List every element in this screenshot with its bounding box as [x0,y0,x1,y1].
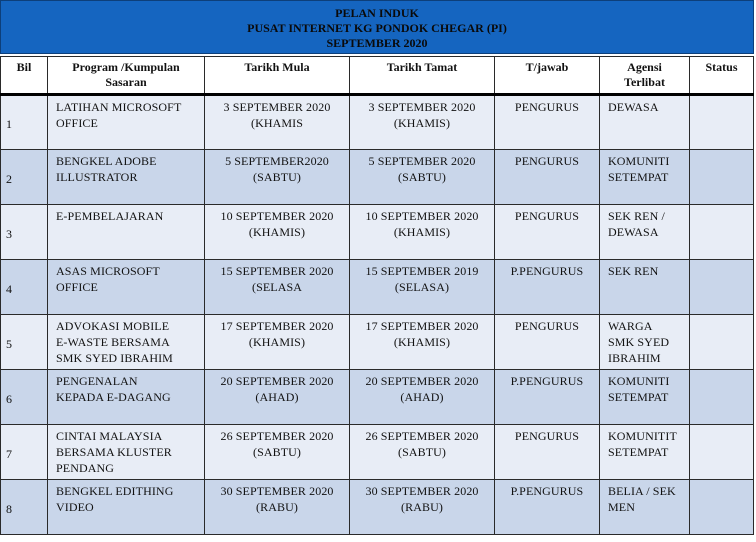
row-agensi-cell [600,315,690,370]
tarikh-mula-line: 26 SEPTEMBER 2020 [220,429,334,443]
row-tarikh-mula-cell [205,480,350,535]
tarikh-mula-line: 15 SEPTEMBER 2020 [220,264,334,278]
tarikh-tamat-line: (SABTU) [397,445,447,459]
row-status-cell [690,205,754,260]
tarikh-mula-line: (KHAMIS [250,116,304,130]
row-tarikh-mula-cell [205,150,350,205]
agensi-text-line: MEN [608,500,635,514]
header-tjawab: T/jawab [495,57,600,95]
tarikh-tamat-line: 20 SEPTEMBER 2020 [365,374,479,388]
tarikh-mula-line: 20 SEPTEMBER 2020 [220,374,334,388]
row-tarikh-tamat-cell [350,260,495,315]
table-row [1,480,754,535]
table-row [1,425,754,480]
row-agensi-cell [600,260,690,315]
title-line-1: PELAN INDUK [335,6,419,20]
tarikh-tamat-line: (KHAMIS) [393,116,451,130]
row-agensi-cell [600,150,690,205]
agensi-text-line: WARGA [608,319,653,333]
agensi-text-line: KOMUNITIT [608,429,677,443]
program-text-line: ASAS MICROSOFT [56,264,160,278]
tarikh-mula-line: (AHAD) [255,390,299,404]
row-tjawab-cell: PENGURUS [495,205,600,260]
tarikh-tamat-line: 3 SEPTEMBER 2020 [368,100,476,114]
tarikh-tamat-line: (KHAMIS) [393,335,451,349]
row-agensi-cell [600,95,690,150]
row-agensi-cell [600,205,690,260]
tarikh-tamat-line: 26 SEPTEMBER 2020 [365,429,479,443]
program-text-line: VIDEO [56,500,94,514]
row-status-cell [690,95,754,150]
row-status-cell [690,260,754,315]
tarikh-mula-line: (SABTU) [252,445,302,459]
program-text-line: PENGENALAN [56,374,138,388]
row-program-cell [48,315,205,370]
row-program-cell [48,150,205,205]
tarikh-mula-line: 10 SEPTEMBER 2020 [220,209,334,223]
agensi-text-line: SETEMPAT [608,390,669,404]
table-row [1,95,754,150]
header-tarikh-tamat: Tarikh Tamat [350,57,495,95]
program-text-line: CINTAI MALAYSIA [56,429,163,443]
row-tarikh-mula-cell [205,260,350,315]
row-agensi-cell [600,370,690,425]
row-bil-cell: 5 [1,315,48,370]
tarikh-mula-line: 5 SEPTEMBER2020 [225,154,329,168]
header-row [1,57,754,95]
row-bil-cell: 1 [1,95,48,150]
table-row [1,150,754,205]
row-tarikh-tamat-cell [350,150,495,205]
row-status-cell [690,370,754,425]
tarikh-tamat-line: (SELASA) [394,280,450,294]
row-bil-cell: 6 [1,370,48,425]
title-line-3: SEPTEMBER 2020 [326,36,428,50]
tarikh-tamat-line: (AHAD) [400,390,444,404]
tarikh-mula-line: 17 SEPTEMBER 2020 [220,319,334,333]
tarikh-mula-line: 3 SEPTEMBER 2020 [223,100,331,114]
program-text-line: BENGKEL EDITHING [56,484,174,498]
row-tarikh-tamat-cell [350,370,495,425]
row-program-cell [48,480,205,535]
agensi-text-line: SEK REN / [608,209,665,223]
agensi-text-line: IBRAHIM [608,351,661,365]
program-text-line: SMK SYED IBRAHIM [56,351,173,365]
row-agensi-cell [600,425,690,480]
tarikh-mula-line: (SELASA [251,280,303,294]
program-text-line: E-WASTE BERSAMA [56,335,170,349]
tarikh-mula-line: (KHAMIS) [248,335,306,349]
program-text-line: ILLUSTRATOR [56,170,138,184]
row-tarikh-tamat-cell [350,480,495,535]
agensi-text-line: SETEMPAT [608,170,669,184]
row-status-cell [690,480,754,535]
row-program-cell [48,425,205,480]
tarikh-mula-line: 30 SEPTEMBER 2020 [220,484,334,498]
agensi-text-line: DEWASA [608,225,659,239]
row-tjawab-cell: P.PENGURUS [495,260,600,315]
header-program-line-1: Program /Kumpulan [72,60,180,74]
row-program-cell [48,205,205,260]
program-text-line: PENDANG [56,461,115,475]
row-program-cell [48,260,205,315]
tarikh-tamat-line: 5 SEPTEMBER 2020 [368,154,476,168]
row-tarikh-mula-cell [205,205,350,260]
row-tarikh-mula-cell [205,315,350,370]
row-tjawab-cell: P.PENGURUS [495,370,600,425]
tarikh-tamat-line: 10 SEPTEMBER 2020 [365,209,479,223]
tarikh-tamat-line: (KHAMIS) [393,225,451,239]
header-program-line-2: Sasaran [105,75,147,89]
tarikh-mula-line: (SABTU) [252,170,302,184]
row-tarikh-mula-cell [205,370,350,425]
row-bil-cell: 8 [1,480,48,535]
table-row [1,205,754,260]
agensi-text-line: BELIA / SEK [608,484,676,498]
row-tjawab-cell: PENGURUS [495,95,600,150]
tarikh-mula-line: (KHAMIS) [248,225,306,239]
agensi-text-line: SEK REN [608,264,659,278]
tarikh-tamat-line: 15 SEPTEMBER 2019 [365,264,479,278]
row-tarikh-tamat-cell [350,205,495,260]
tarikh-mula-line: (RABU) [256,500,298,514]
row-tjawab-cell: PENGURUS [495,315,600,370]
row-bil-cell: 3 [1,205,48,260]
program-text-line: BERSAMA KLUSTER [56,445,172,459]
agensi-text-line: KOMUNITI [608,154,670,168]
table-row [1,315,754,370]
table-body [1,95,754,535]
program-text-line: KEPADA E-DAGANG [56,390,171,404]
program-text-line: OFFICE [56,116,98,130]
row-status-cell [690,425,754,480]
row-tarikh-mula-cell [205,95,350,150]
row-program-cell [48,370,205,425]
row-bil-cell: 7 [1,425,48,480]
row-agensi-cell [600,480,690,535]
header-agensi-line-2: Terlibat [624,75,665,89]
agensi-text-line: KOMUNITI [608,374,670,388]
title-banner [0,0,754,54]
header-agensi-line-1: Agensi [627,60,662,74]
agensi-text-line: SMK SYED [608,335,670,349]
program-text-line: LATIHAN MICROSOFT [56,100,182,114]
row-tjawab-cell: P.PENGURUS [495,480,600,535]
row-tarikh-mula-cell [205,425,350,480]
table-row [1,260,754,315]
header-program [48,57,205,95]
row-tarikh-tamat-cell [350,425,495,480]
agensi-text-line: DEWASA [608,100,659,114]
row-bil-cell: 4 [1,260,48,315]
header-bil: Bil [1,57,48,95]
program-text-line: ADVOKASI MOBILE [56,319,170,333]
tarikh-tamat-line: (SABTU) [397,170,447,184]
row-status-cell [690,315,754,370]
row-status-cell [690,150,754,205]
header-status: Status [690,57,754,95]
row-tjawab-cell: PENGURUS [495,425,600,480]
row-program-cell [48,95,205,150]
program-text-line: BENGKEL ADOBE [56,154,157,168]
program-text-line: E-PEMBELAJARAN [56,209,164,223]
header-tarikh-mula: Tarikh Mula [205,57,350,95]
program-text-line: OFFICE [56,280,98,294]
row-tarikh-tamat-cell [350,95,495,150]
row-tjawab-cell: PENGURUS [495,150,600,205]
table-row [1,370,754,425]
title-line-2: PUSAT INTERNET KG PONDOK CHEGAR (PI) [247,21,507,35]
schedule-table [0,56,754,535]
agensi-text-line: SETEMPAT [608,445,669,459]
tarikh-tamat-line: (RABU) [401,500,443,514]
row-bil-cell: 2 [1,150,48,205]
tarikh-tamat-line: 17 SEPTEMBER 2020 [365,319,479,333]
header-agensi [600,57,690,95]
tarikh-tamat-line: 30 SEPTEMBER 2020 [365,484,479,498]
row-tarikh-tamat-cell [350,315,495,370]
